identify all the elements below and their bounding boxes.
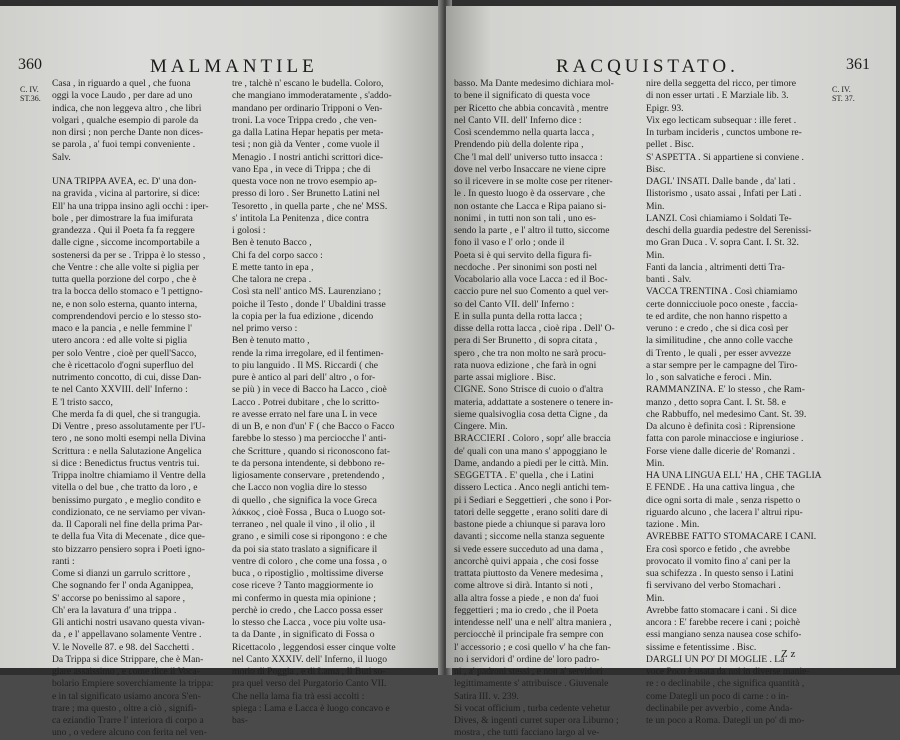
text-line: troni. La voce Trippa credo , che ven- <box>232 114 377 126</box>
text-line: questa voce non ne trovo esempio ap- <box>232 176 377 187</box>
text-line: Casa , in riguardo a quel , che fuona <box>52 78 191 89</box>
text-line: davanti ; siccome nella stanza seguente <box>454 531 605 543</box>
text-line: essi mangiano senza nausea cose schifo- <box>646 629 802 641</box>
text-line: te da persona intendente, si debbono re- <box>232 457 385 469</box>
text-line: tre , talchè n' escano le budella. Coloro, <box>232 78 384 89</box>
text-line: Ricettacolo , leggendosi esser cinque volte <box>232 641 396 653</box>
text-line: S' accorse po benissimo al sapore , <box>52 592 186 604</box>
text-line: uno , o vedere alcuno con ferita nel ven- <box>52 727 207 739</box>
text-line: trattata piuttosto da Venere medesima , <box>454 568 604 579</box>
margin-note-line: C. IV. <box>20 85 39 94</box>
text-line: Così sta nell' antico MS. Laurenziano ; <box>232 286 382 298</box>
right-running-title: RACQUISTATO. <box>556 56 739 77</box>
text-line: giare assaissimo , e come dice il Voca- <box>52 666 200 677</box>
text-line: trare ; ma questo , oltre a ciò , signifi- <box>52 702 197 714</box>
text-line: Avrebbe fatto stomacare i cani . Si dice <box>646 604 797 616</box>
text-line: pi i Sediari e Seggettieri , che sono i Por- <box>454 494 612 506</box>
text-line: dissero Lectica . Anco negli antichi tem- <box>454 482 610 494</box>
text-line: nel Canto VII. dell' Inferno dice : <box>454 114 582 126</box>
text-line: terraneo , nel quale il vino , il olio , il <box>232 519 376 530</box>
text-line: te ed ardite, che non hanno rispetto a <box>646 310 788 322</box>
text-line: non ostante che Lacca e Ripa paiano si- <box>454 200 607 212</box>
text-line: come altrove si dirà. Intanto si noti , <box>454 580 593 592</box>
text-line: si vede essere succeduto ad una dama , <box>454 543 604 555</box>
text-line: ta da Dante , in significato di Fossa o <box>232 629 375 641</box>
margin-note-line: ST.36. <box>20 94 41 103</box>
text-line: spero , che tra non molto ne sarà procu- <box>454 347 607 359</box>
text-line: tutta quella porzione del corpo , che è <box>52 274 197 285</box>
text-line: che Lacco non voglia dire lo stesso <box>232 482 367 494</box>
text-line: te un poco a Roma. Dategli un po' di mo- <box>646 715 805 726</box>
right-margin-note <box>832 85 855 103</box>
text-line: comprendendovi percio e lo stesso sto- <box>52 310 202 322</box>
text-line: ligiosamente conservare , pretendendo , <box>232 470 385 481</box>
text-line: bastone piede a chiunque si parava loro <box>454 519 606 530</box>
text-line: dice ogni sorta di male , senza rispetto o <box>646 494 801 506</box>
text-line: λάκκος , cioè Fossa , Buca o Luogo sot- <box>232 506 386 518</box>
right-column-2 <box>646 78 830 727</box>
text-line: nonimi , in tutti non son tali , uno es- <box>454 212 597 224</box>
text-line: to piu languido . Il MS. Riccardi ( che <box>232 359 379 371</box>
text-line: Gli antichi nostri usavano questa vivan- <box>52 617 205 628</box>
text-line: se più ) in vece di Bacco ha Lacco , cioè <box>232 384 387 396</box>
text-line: sissime e fetentissime . Bisc. <box>646 641 757 653</box>
text-line: lo , son salvatiche e feroci . Min. <box>646 372 772 383</box>
text-line: tero , ne sono molti esempi nella Divina <box>52 433 206 445</box>
text-line: dalle cigne , siccome incomportabile a <box>52 237 200 249</box>
text-line: Che merda fa di quel, che si trangugia. <box>52 408 201 420</box>
text-line: indica, che non leggeva altro , che libri <box>52 102 202 114</box>
text-line: per solo Ventre , cioè per quell'Sacco, <box>52 347 197 359</box>
text-line: Da alcuno è definita così : Riprensione <box>646 421 796 432</box>
text-line: condizionato, ce ne serviamo per vivan- <box>52 506 206 518</box>
text-line: poiche il Testo , donde l' Ubaldini trasse <box>232 298 386 310</box>
text-line: morio di Poggia , e di Lama , Il Buti so- <box>232 666 386 677</box>
text-line: da. Il Caporali nel fine della prima Par- <box>52 519 203 530</box>
text-line: veruno : e credo , che si dica così per <box>646 323 789 334</box>
text-line: se parola , a' fuoi tempi conveniente . <box>52 139 196 151</box>
text-line: ga dalla Latina Hepar hepatis per meta- <box>232 127 384 138</box>
text-line: tra la bocca dello stomaco e 'l pettigno- <box>52 286 203 298</box>
text-line: sto bizzarro pensiero sopra i Poeti igno- <box>52 543 205 555</box>
text-line: Cingere. Min. <box>454 421 508 432</box>
text-line: grano , e simili cose si ripongono : e che <box>232 531 388 543</box>
text-line: e in tal significato usiamo ancora S'en- <box>52 690 201 702</box>
text-line: feggettieri ; ma io credo , che il Poeta <box>454 604 599 616</box>
text-line: no i servidori d' ordine de' loro padro- <box>454 653 600 665</box>
text-line: BRACCIERI . Coloro , sopr' alle braccia <box>454 433 611 445</box>
text-line: ca eziandio Trarre l' interiora di corpo a <box>52 715 204 726</box>
text-line: la copia per la fua edizione , dicendo <box>232 310 374 322</box>
text-line: dove nel verbo Insaccare ne viene cipre <box>454 163 606 175</box>
text-line: fi servivano del verbo Stomachari . <box>646 580 781 592</box>
text-line: che mangiano immoderatamente , s'addo- <box>232 90 392 102</box>
catchword: Z z <box>781 648 796 660</box>
text-line: parte assai migliore . Bisc. <box>454 372 556 383</box>
text-line: oggi la voce Laudo , per dare ad uno <box>52 90 193 102</box>
text-line: E 'l tristo sacco, <box>52 396 113 408</box>
text-line: che Rabbuffo, nel medesimo Cant. St. 39. <box>646 408 807 420</box>
text-line: bolario Empiere soverchiamente la trippa: <box>52 678 214 690</box>
text-line: perchè io credo , che Lacco possa esser <box>232 604 383 616</box>
text-line: i golosi : <box>232 225 266 236</box>
text-line: Salv. <box>52 151 71 163</box>
text-line: da poi sia stato traslato a significare il <box>232 543 378 555</box>
text-line: nel primo verso : <box>232 323 298 334</box>
text-line: te nel Canto XXVIII. dell' Inferno : <box>52 384 188 396</box>
text-line: fono il vaso e l' orlo ; onde il <box>454 237 565 249</box>
text-line: utero ancora : ed alle volte si piglia <box>52 335 188 347</box>
text-line: Che sognando fer l' onda Aganippea, <box>52 580 194 592</box>
text-line: Menagio . I nostri antichi scrittori dice- <box>232 151 384 163</box>
text-line: di Trento , le quali , per esser avvezze <box>646 347 791 359</box>
text-line: Fanti da lancia , altrimenti detti Tra- <box>646 261 785 273</box>
text-line: mostra , che tutti facciano largo al ve- <box>454 727 600 739</box>
text-line <box>52 164 230 176</box>
text-line: rata nuova edizione , che farà in ogni <box>454 359 597 371</box>
text-line: HA UNA LINGUA ELL' HA , CHE TAGLIA <box>646 470 822 481</box>
text-line: necdoche . Per sinonimi son posti nel <box>454 261 598 273</box>
text-line: Vocabolario alla voce Lacca : ed il Boc- <box>454 274 608 285</box>
right-page-number: 361 <box>846 56 870 73</box>
text-line: pure è antico al pari dell' altro , o for- <box>232 372 376 383</box>
left-page <box>0 6 444 739</box>
text-line: la similitudine , che anno colle vacche <box>646 335 793 347</box>
text-line: S' ASPETTA . Si appartiene si conviene . <box>646 151 804 163</box>
text-line: nutrimento concotto, di cui, disse Dan- <box>52 372 202 383</box>
text-line: mi confermo in questa mia opinione ; <box>232 592 376 604</box>
text-line: Min. <box>646 200 665 212</box>
text-line: fatta con parole minacciose e ingiuriose . <box>646 433 804 445</box>
text-line: Tesoretto , in quella parte , che ne' MSS. <box>232 200 388 212</box>
text-line: Era così sporco e fetido , che avrebbe <box>646 543 790 555</box>
margin-note-line: C. IV. <box>832 85 851 94</box>
text-line: ancorchè quivi appaia , che cosi fosse <box>454 555 599 567</box>
text-line: per Ricetto che abbia concavità , mentre <box>454 102 609 114</box>
text-line: tazione . Min. <box>646 519 700 530</box>
text-line: alla altra fosse a piede , e non da' fuoi <box>454 592 599 604</box>
text-line: de' quali con una mano s' appoggiano le <box>454 445 607 457</box>
text-line: buca , o ripostiglio , moltissime diverse <box>232 568 384 579</box>
text-line: Ch' era la lavatura d' una trippa . <box>52 604 177 616</box>
text-line: vano Epa , in vece di Trippa ; che di <box>232 163 371 175</box>
text-line: mandano per ordinario Tripponi o Ven- <box>232 102 383 114</box>
text-line: nel Canto XXXIV. dell' Inferno, il luogo <box>232 653 388 665</box>
text-line: presso di loro . Ser Brunetto Latini nel <box>232 188 380 200</box>
text-line: non dirsi ; non perche Dante non dices- <box>52 127 204 138</box>
text-line: di non esser urtati . E Marziale lib. 3. <box>646 90 789 102</box>
margin-note-line: ST. 37. <box>832 94 855 103</box>
text-line: Dame, andando a piedi per le città. Min. <box>454 457 609 469</box>
text-line: Che 'l mal dell' universo tutto insacca : <box>454 151 603 163</box>
text-line: SEGGETTA . E' quella , che i Latini <box>454 470 594 481</box>
left-column-1 <box>52 78 230 740</box>
text-line: sieme qualsivoglia cosa detta Cigne , da <box>454 408 608 420</box>
text-line: Come si dianzi un garrulo scrittore , <box>52 568 191 579</box>
text-line: re avesse errato nel fare una L in vece <box>232 408 378 420</box>
text-line: disse della rotta lacca , cioè ripa . Dell' O- <box>454 323 615 334</box>
text-line: nire della seggetta del ricco, per timore <box>646 78 796 89</box>
text-line: ancora : E' farebbe recere i cani ; poichè <box>646 617 801 628</box>
text-line: Forse viene dalle dicerie de' Romanzi . <box>646 445 796 457</box>
text-line: te della fua Vita di Mecenate , dice que- <box>52 531 205 543</box>
text-line: CIGNE. Sono Strisce di cuoio o d'altra <box>454 384 604 396</box>
text-line: UNA TRIPPA AVEA, ec. D' una don- <box>52 176 197 187</box>
text-line: Min. <box>646 592 665 604</box>
text-line: caccio pure nel suo Comento a quel ver- <box>454 286 609 298</box>
text-line: che Ventre : che alle volte si piglia per <box>52 261 199 273</box>
text-line: pellet . Bisc. <box>646 139 694 151</box>
text-line: l' accessorio ; e cosi quello v' ha che fan- <box>454 641 611 653</box>
text-line: ne, e non solo esterna, quanto interna, <box>52 298 198 310</box>
text-line: da , e l' appellavano solamente Ventre . <box>52 629 202 641</box>
text-line: tesi ; non già da Venter , come vuole il <box>232 139 380 151</box>
text-line: Scrittura : e nella Salutazione Angelica <box>52 445 202 457</box>
text-line: Min. <box>646 457 665 469</box>
right-page <box>446 6 896 739</box>
text-line: E in sulla punta della rotta lacca ; <box>454 310 583 322</box>
text-line: vitella o del bue , che tratto da loro , e <box>52 482 198 494</box>
text-line: tatori delle seggette , erano soliti dare di <box>454 506 608 518</box>
text-line: LANZI. Così chiamiamo i Soldati Te- <box>646 212 792 224</box>
text-line: V. le Novelle 87. e 98. del Sacchetti . <box>52 641 195 653</box>
text-line: provocato il vomito fino a' cani per la <box>646 555 791 567</box>
text-line: In turbam incideris , cunctos umbone re- <box>646 127 802 138</box>
text-line: Epigr. 93. <box>646 102 684 114</box>
text-line: sendo la parte , e l' altro il tutto, siccome <box>454 225 610 236</box>
text-line: re : o declinabile , che significa quantità , <box>646 678 805 690</box>
text-line: Che nella lama fia trà essi accolti : <box>232 690 365 702</box>
text-line: riguardo alcuno , che lacera l' altrui ripu- <box>646 506 803 518</box>
text-line: come Dategli un poco di carne : o in- <box>646 690 789 702</box>
text-line: cose riceve ? Tanto maggiormente io <box>232 580 374 592</box>
text-line: Che talora ne crepa . <box>232 274 312 285</box>
text-line: legittimamente s' attribuisce . Giuvenale <box>454 678 609 690</box>
text-line: pra quel verso del Purgatorio Canto VII. <box>232 678 387 690</box>
text-line: na gravida , vicina al partorire, si dice: <box>52 188 200 200</box>
text-line: s' intitola La Penitenza , dice contra <box>232 212 369 224</box>
text-line: basso. Ma Dante medesimo dichiara mol- <box>454 78 614 89</box>
left-column-2 <box>232 78 430 727</box>
text-line: grandezza . Qui il Poeta fa fa reggere <box>52 225 195 236</box>
text-line: mo Gran Duca . V. sopra Cant. I. St. 32. <box>646 237 799 249</box>
text-line: Si vocat officium , turba cedente vehetur <box>454 702 611 714</box>
text-line: Vix ego lecticam subsequar : ille feret . <box>646 114 797 126</box>
left-margin-note <box>20 85 41 103</box>
text-line: volgari , qualche esempio di parole da <box>52 114 199 126</box>
text-line: DAGL' INSATI. Dalle bande , da' lati . <box>646 176 796 187</box>
text-line: Ben è tenuto Bacco , <box>232 237 312 249</box>
text-line: Chi fa del corpo sacco : <box>232 249 323 261</box>
text-line: ventre di coloro , che come una fossa , o <box>232 555 387 567</box>
text-line: Bisc. <box>646 163 666 175</box>
text-line: manzo , detto sopra Cant. I. St. 58. e <box>646 396 786 408</box>
text-line: le . In questo luogo è da osservare , che <box>454 188 606 200</box>
text-line: materia, addattate a sostenere o tenere in- <box>454 396 614 408</box>
text-line: farebbe lo stesso ) ma perciocche l' anti- <box>232 433 387 445</box>
text-line: RAMMANZINA. E' lo stesso , che Ram- <box>646 384 805 396</box>
text-line: so il ricevere in se molte cose per ritener- <box>454 176 613 187</box>
text-line: lo stesso che Lacca , voce piu volte usa- <box>232 617 386 628</box>
text-line: Lacco . Potrei dubitare , che lo scritto- <box>232 396 380 408</box>
text-line: pera di Ser Brunetto , di sopra citata , <box>454 335 598 347</box>
left-running-title: MALMANTILE <box>150 56 318 77</box>
left-page-number: 360 <box>18 56 42 73</box>
text-line: ranti : <box>52 555 75 567</box>
right-column-1 <box>454 78 640 740</box>
text-line: Min. <box>646 249 665 261</box>
text-line: Poeta si è qui servito della figura fi- <box>454 249 592 261</box>
text-line: Ell' ha una trippa insino agli occhi : iper- <box>52 200 209 212</box>
text-line: banti . Salv. <box>646 274 692 285</box>
text-line: declinabile per avverbio , come Anda- <box>646 702 793 714</box>
text-line: DARGLI UN PO' DI MOGLIE . La <box>646 653 785 665</box>
text-line: Ilistorismo , usato assai , Infati per Lati . <box>646 188 802 200</box>
text-line: ni , a' padroni stessi , e non a' servidori <box>454 666 603 677</box>
text-line: Trippa inoltre chiamiamo il Ventre della <box>52 470 206 481</box>
text-line: bole , per dimostrare la fua imifurata <box>52 212 193 224</box>
text-line: E mette tanto in epa , <box>232 261 314 273</box>
text-line: si dice : Benedictus fructus ventris tui. <box>52 457 200 469</box>
text-line: Così scendemmo nella quarta lacca , <box>454 127 595 138</box>
text-line: deschi della guardia pedestre del Serenissi- <box>646 225 812 236</box>
text-line: di un B, e non d'un' F ( che Bacco o Facco <box>232 421 395 432</box>
text-line: che è ricettacolo d'ogni superfluo del <box>52 359 194 371</box>
text-line: Da Trippa si dice Strippare, che è Man- <box>52 653 204 665</box>
text-line: Ben è tenuto matto , <box>232 335 310 347</box>
text-line: sua schifezza . In questo senso i Latini <box>646 568 794 579</box>
text-line: E FENDE . Ha una cattiva lingua , che <box>646 482 795 494</box>
text-line: intendesse nell' una e nell' altra maniera , <box>454 617 612 628</box>
text-line: maco e la pancia , e nelle femmine l' <box>52 323 192 334</box>
text-line: benissimo purgato , e meglio condito e <box>52 494 201 506</box>
text-line: certe donnicciuole poco oneste , faccia- <box>646 298 798 310</box>
text-line: so del Canto VII. dell' Inferno : <box>454 298 575 310</box>
text-line: Di Ventre , preso assolutamente per l'U- <box>52 421 206 432</box>
text-line: sostenersi da per se . Trippa è lo stesso , <box>52 249 206 261</box>
text-line: VACCA TRENTINA . Così chiamiamo <box>646 286 798 298</box>
text-line: che Scritture , quando si riconoscono fat- <box>232 445 390 457</box>
text-line: spiega : Lama e Lacca è luogo concavo e <box>232 702 390 714</box>
text-line: perciocchè il principale fra sempre con <box>454 629 604 641</box>
text-line: rende la rima irregolare, ed il fentimen- <box>232 347 384 359</box>
text-line: Dives, & ingenti curret super ora Liburno ; <box>454 715 619 726</box>
text-line: di quello , che significa la voce Greca <box>232 494 377 506</box>
text-line: a star sempre per le campagne del Tiro- <box>646 359 798 371</box>
text-line: to bene il significato di questa voce <box>454 90 590 102</box>
text-line: voce Poco è usata da noi in diverse manie- <box>646 666 810 677</box>
text-line: Prendendo più della dolente ripa , <box>454 139 584 151</box>
text-line: AVREBBE FATTO STOMACARE I CANI. <box>646 531 817 543</box>
text-line: bas- <box>232 715 248 726</box>
text-line: Satira III. v. 239. <box>454 690 519 702</box>
